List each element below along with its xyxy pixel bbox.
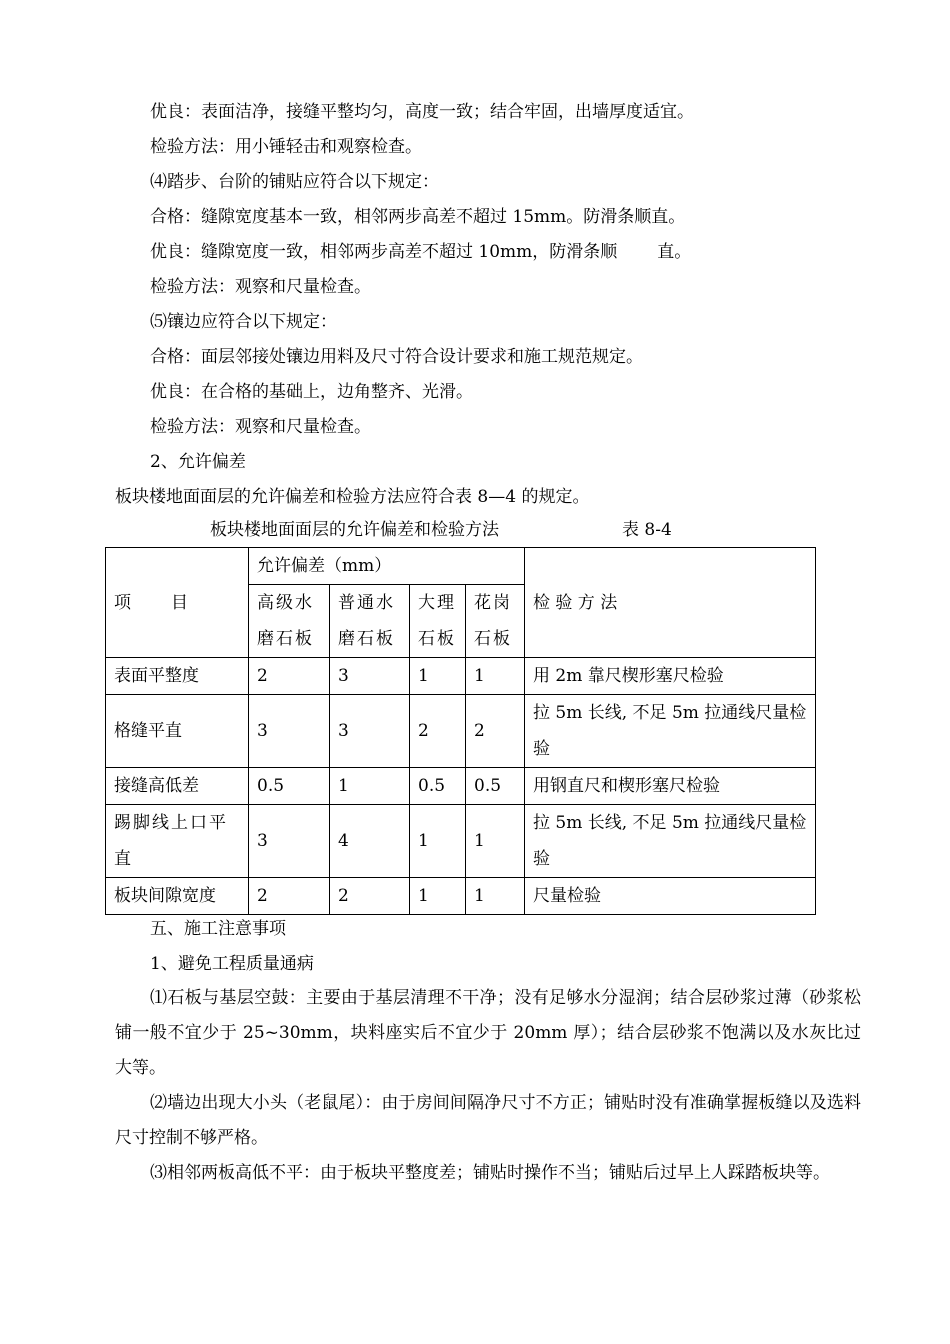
header-item: 项 目	[106, 548, 249, 658]
paragraph-hollow-bonding: ⑴石板与基层空鼓：主要由于基层清理不干净；没有足够水分湿润；结合层砂浆过薄（砂浆松铺一般不宜少于 25~30mm，块料座实后不宜少于 20mm 厚）；结合层砂浆不饱满以及水灰比过大等。	[115, 988, 861, 1078]
table-row	[106, 878, 816, 915]
row-value: 3	[330, 658, 410, 695]
row-value: 1	[466, 878, 525, 915]
text-line-table-reference: 板块楼地面面层的允许偏差和检验方法应符合表 8—4 的规定。	[115, 487, 590, 507]
text-line-inspection-method-3: 检验方法：观察和尺量检查。	[150, 417, 371, 437]
row-value: 3	[249, 695, 330, 768]
paragraph-height-difference: ⑶相邻两板高低不平：由于板块平整度差；铺贴时操作不当；铺贴后过早上人踩踏板块等。	[150, 1163, 830, 1183]
header-allowed-deviation: 允许偏差（mm）	[249, 548, 525, 585]
text-line-qualified-stairs: 合格：缝隙宽度基本一致，相邻两步高差不超过 15mm。防滑条顺直。	[150, 207, 686, 227]
text-line-inspection-method-2: 检验方法：观察和尺量检查。	[150, 277, 371, 297]
row-method: 用 2m 靠尺楔形塞尺检验	[525, 658, 816, 695]
row-value: 1	[410, 805, 466, 878]
text-line-excellent-criteria: 优良：表面洁净，接缝平整均匀，高度一致；结合牢固，出墙厚度适宜。	[150, 102, 694, 122]
section-heading-allowed-deviation: 2、允许偏差	[150, 452, 246, 472]
row-value: 0.5	[466, 768, 525, 805]
text-line-excellent-edging: 优良：在合格的基础上，边角整齐、光滑。	[150, 382, 473, 402]
row-item: 踢脚线上口平直	[106, 805, 249, 878]
row-item: 表面平整度	[106, 658, 249, 695]
subsection-heading-quality-defects: 1、避免工程质量通病	[150, 954, 314, 974]
header-col-marble: 大理石板	[410, 585, 466, 658]
row-value: 4	[330, 805, 410, 878]
table-header-row	[106, 548, 816, 585]
row-value: 1	[330, 768, 410, 805]
header-col-terrazzo-normal: 普通水磨石板	[330, 585, 410, 658]
header-col-granite: 花岗石板	[466, 585, 525, 658]
text-line-excellent-stairs	[150, 240, 691, 264]
row-value: 2	[249, 878, 330, 915]
text-fragment-a: 优良：缝隙宽度一致，相邻两步高差不超过 10mm，防滑条顺	[150, 242, 618, 262]
table-number: 表 8-4	[622, 520, 672, 540]
text-fragment-b: 直。	[657, 242, 692, 262]
allowed-deviation-table	[105, 547, 816, 915]
table-row	[106, 658, 816, 695]
header-inspection-method: 检 验 方 法	[525, 548, 816, 658]
row-value: 0.5	[410, 768, 466, 805]
section-heading-construction-notes: 五、施工注意事项	[150, 919, 286, 939]
row-method: 拉 5m 长线, 不足 5m 拉通线尺量检验	[525, 695, 816, 768]
row-method: 用钢直尺和楔形塞尺检验	[525, 768, 816, 805]
row-item: 接缝高低差	[106, 768, 249, 805]
text-line-stairs-rule: ⑷踏步、台阶的铺贴应符合以下规定：	[150, 172, 439, 192]
header-col-terrazzo-high: 高级水磨石板	[249, 585, 330, 658]
row-item: 格缝平直	[106, 695, 249, 768]
row-value: 2	[249, 658, 330, 695]
table-caption: 板块楼地面面层的允许偏差和检验方法	[210, 520, 499, 540]
row-value: 1	[466, 658, 525, 695]
row-value: 1	[410, 878, 466, 915]
text-line-edging-rule: ⑸镶边应符合以下规定：	[150, 312, 337, 332]
row-value: 1	[466, 805, 525, 878]
table-row	[106, 805, 816, 878]
text-line-inspection-method: 检验方法：用小锤轻击和观察检查。	[150, 137, 422, 157]
row-item: 板块间隙宽度	[106, 878, 249, 915]
row-value: 3	[249, 805, 330, 878]
row-method: 尺量检验	[525, 878, 816, 915]
row-value: 2	[466, 695, 525, 768]
paragraph-uneven-edges: ⑵墙边出现大小头（老鼠尾）：由于房间间隔净尺寸不方正；铺贴时没有准确掌握板缝以及选料尺寸控制不够严格。	[115, 1093, 861, 1148]
row-value: 2	[330, 878, 410, 915]
row-value: 2	[410, 695, 466, 768]
row-value: 3	[330, 695, 410, 768]
row-value: 1	[410, 658, 466, 695]
text-line-qualified-edging: 合格：面层邻接处镶边用料及尺寸符合设计要求和施工规范规定。	[150, 347, 643, 367]
table-row	[106, 695, 816, 768]
row-value: 0.5	[249, 768, 330, 805]
table-row	[106, 768, 816, 805]
row-method: 拉 5m 长线, 不足 5m 拉通线尺量检验	[525, 805, 816, 878]
